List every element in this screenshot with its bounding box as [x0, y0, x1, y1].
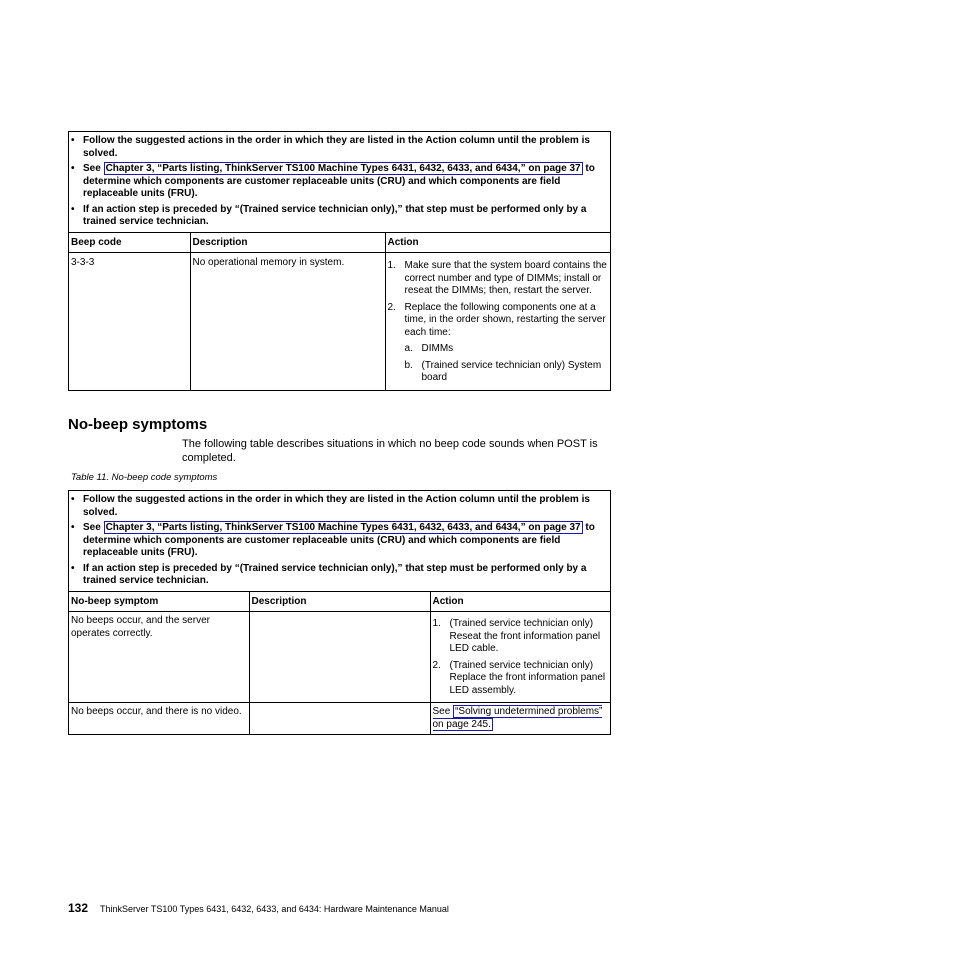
- note-prefix: See: [83, 163, 104, 174]
- bullet: •: [71, 163, 75, 174]
- symptom-cell: No beeps occur, and the server operates correctly.: [71, 615, 210, 639]
- column-header-beep-code: Beep code: [69, 233, 190, 253]
- action-cell: [430, 703, 610, 735]
- description-cell: [249, 703, 430, 735]
- action-step: [433, 618, 609, 656]
- step-text: Make sure that the system board contains the correct number and type of DIMMs; install or reseat the DIMMs; then, restart the server.: [404, 260, 607, 296]
- chapter-3-link[interactable]: Chapter 3, “Parts listing, ThinkServer TS100 Machine Types 6431, 6432, 6433, and 6434,” on page 37: [105, 522, 581, 533]
- footer-title: ThinkServer TS100 Types 6431, 6432, 6433, and 6434: Hardware Maintenance Manual: [100, 904, 449, 914]
- column-header-description: Description: [249, 592, 430, 612]
- beep-table-grid: [69, 233, 610, 390]
- description-cell: No operational memory in system.: [190, 253, 385, 390]
- column-header-action: Action: [385, 233, 610, 253]
- action-steps: [433, 618, 609, 697]
- step-number: 1.: [432, 618, 441, 629]
- sub-step-text: (Trained service technician only) System board: [421, 359, 602, 383]
- page-number: 132: [68, 901, 89, 915]
- bullet: •: [71, 494, 75, 505]
- sub-step-text: DIMMs: [421, 343, 454, 354]
- section-heading: No-beep symptoms: [68, 416, 208, 433]
- action-step: [388, 260, 609, 298]
- note-item: [71, 563, 606, 588]
- description-cell: [249, 612, 430, 703]
- note-text: Follow the suggested actions in the order in which they are listed in the Action column until the problem is solved.: [83, 135, 590, 159]
- column-header-action: Action: [430, 592, 610, 612]
- note-text: If an action step is preceded by “(Trained service technician only),” that step must be performed only by a trained service technician.: [83, 562, 587, 586]
- column-header-description: Description: [190, 233, 385, 253]
- action-prefix: See: [432, 706, 454, 717]
- beep-code-table: [68, 131, 611, 391]
- action-cell: [430, 612, 610, 703]
- table-notes: [69, 132, 610, 233]
- no-beep-table: [68, 490, 611, 735]
- bullet: •: [71, 522, 75, 533]
- step-number: 1.: [387, 260, 396, 271]
- note-text: Follow the suggested actions in the order in which they are listed in the Action column until the problem is solved.: [83, 494, 590, 518]
- section-intro: The following table describes situations in which no beep code sounds when POST is completed.: [182, 438, 598, 464]
- sub-step: [405, 343, 609, 356]
- step-text: (Trained service technician only) Reseat the front information panel LED cable.: [449, 618, 601, 654]
- note-item: [71, 522, 606, 560]
- step-text: (Trained service technician only) Replace the front information panel LED assembly.: [449, 659, 606, 696]
- note-suffix: to determine which components are customer replaceable units (CRU) and which components are field replaceable units (FRU).: [83, 522, 595, 558]
- action-step: [388, 302, 609, 385]
- column-header-no-beep-symptom: No-beep symptom: [69, 592, 249, 612]
- symptom-cell: No beeps occur, and there is no video.: [69, 703, 249, 735]
- note-text: If an action step is preceded by “(Trained service technician only),” that step must be performed only by a trained service technician.: [83, 203, 587, 227]
- page-footer: [68, 901, 449, 915]
- bullet: •: [71, 203, 75, 215]
- no-beep-table-grid: [69, 592, 610, 735]
- bullet: •: [71, 562, 75, 574]
- step-number: 2.: [432, 659, 441, 671]
- note-suffix: to determine which components are customer replaceable units (CRU) and which components are field replaceable units (FRU).: [83, 163, 595, 199]
- note-prefix: See: [83, 522, 104, 533]
- sub-step: [405, 360, 609, 385]
- note-text: [83, 522, 606, 560]
- chapter-3-link[interactable]: Chapter 3, “Parts listing, ThinkServer TS100 Machine Types 6431, 6432, 6433, and 6434,” on page 37: [105, 163, 581, 174]
- solving-undetermined-problems-link[interactable]: “Solving undetermined problems” on page 245.: [432, 706, 603, 730]
- note-text: [83, 163, 606, 201]
- table-caption: Table 11. No-beep code symptoms: [71, 472, 218, 483]
- note-item: [71, 163, 606, 201]
- action-step: [433, 660, 609, 698]
- table-notes: [69, 491, 610, 592]
- action-steps: [388, 260, 609, 385]
- beep-code-cell: 3-3-3: [71, 257, 95, 268]
- note-item: [71, 135, 606, 160]
- table-row: [69, 703, 610, 735]
- sub-step-letter: b.: [404, 359, 413, 371]
- step-number: 2.: [387, 301, 396, 313]
- step-body: [405, 302, 609, 385]
- sub-step-letter: a.: [404, 343, 413, 354]
- table-row: [69, 612, 610, 703]
- step-text: Replace the following components one at a time, in the order shown, restarting the server each time:: [404, 301, 606, 338]
- action-cell: [385, 253, 610, 390]
- note-item: [71, 494, 606, 519]
- table-row: [69, 253, 610, 390]
- bullet: •: [71, 135, 75, 146]
- note-item: [71, 204, 606, 229]
